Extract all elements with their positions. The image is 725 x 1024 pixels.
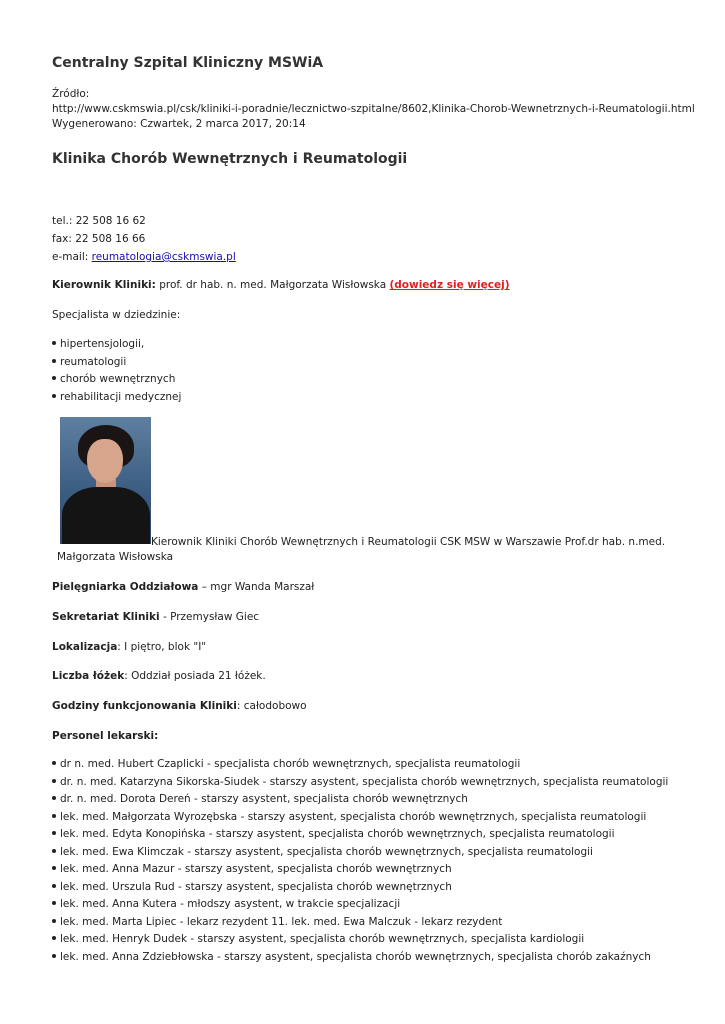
bullet-icon bbox=[52, 884, 56, 888]
specialty-list bbox=[52, 336, 181, 406]
list-item: lek. med. Marta Lipiec - lekarz rezydent 11. lek. med. Ewa Malczuk - lekarz rezydent bbox=[52, 914, 668, 932]
contact-block bbox=[52, 212, 236, 266]
bed-count: Liczba łóżek: Oddział posiada 21 łóżek. bbox=[52, 670, 266, 682]
email-link[interactable]: reumatologia@cskmswia.pl bbox=[91, 251, 236, 263]
list-item: lek. med. Anna Kutera - młodszy asystent, w trakcie specjalizacji bbox=[52, 896, 668, 914]
list-item: lek. med. Małgorzata Wyrozębska - starszy asystent, specjalista chorób wewnętrznych, specjalista reumatologii bbox=[52, 809, 668, 827]
list-item: lek. med. Anna Mazur - starszy asystent, specjalista chorób wewnętrznych bbox=[52, 861, 668, 879]
bullet-icon bbox=[52, 761, 56, 765]
bullet-icon bbox=[52, 394, 56, 398]
fax-number: fax: 22 508 16 66 bbox=[52, 233, 146, 245]
list-item: lek. med. Edyta Konopińska - starszy asystent, specjalista chorób wewnętrznych, specjalista reumatologii bbox=[52, 826, 668, 844]
photo-caption-name: Małgorzata Wisłowska bbox=[57, 551, 174, 563]
bullet-icon bbox=[52, 796, 56, 800]
list-item: rehabilitacji medycznej bbox=[52, 389, 181, 407]
list-item: dr n. med. Hubert Czaplicki - specjalista chorób wewnętrznych, specjalista reumatologii bbox=[52, 756, 668, 774]
page-heading: Klinika Chorób Wewnętrznych i Reumatologii bbox=[52, 151, 408, 167]
secretariat: Sekretariat Kliniki - Przemysław Giec bbox=[52, 611, 260, 623]
staff-heading: Personel lekarski: bbox=[52, 730, 159, 742]
bullet-icon bbox=[52, 901, 56, 905]
more-info-link[interactable]: (dowiedz się więcej) bbox=[389, 279, 510, 291]
site-title: Centralny Szpital Kliniczny MSWiA bbox=[52, 55, 324, 71]
generated-date: Wygenerowano: Czwartek, 2 marca 2017, 20:14 bbox=[52, 118, 306, 130]
list-item: reumatologii bbox=[52, 354, 181, 372]
opening-hours: Godziny funkcjonowania Kliniki: całodobowo bbox=[52, 700, 307, 712]
email-line bbox=[52, 248, 236, 266]
head-portrait-photo bbox=[60, 417, 151, 544]
bullet-icon bbox=[52, 849, 56, 853]
head-of-clinic bbox=[52, 279, 510, 291]
head-label: Kierownik Kliniki: bbox=[52, 279, 156, 291]
source-block bbox=[52, 87, 695, 132]
head-name: prof. dr hab. n. med. Małgorzata Wisłowska bbox=[155, 279, 390, 291]
bullet-icon bbox=[52, 936, 56, 940]
email-label: e-mail: bbox=[52, 251, 92, 263]
bullet-icon bbox=[52, 831, 56, 835]
photo-caption: Kierownik Kliniki Chorób Wewnętrznych i Reumatologii CSK MSW w Warszawie Prof.dr hab. n.med. bbox=[151, 536, 666, 548]
bullet-icon bbox=[52, 779, 56, 783]
phone-number: tel.: 22 508 16 62 bbox=[52, 215, 146, 227]
staff-list bbox=[52, 756, 668, 966]
bullet-icon bbox=[52, 866, 56, 870]
list-item: lek. med. Urszula Rud - starszy asystent, specjalista chorób wewnętrznych bbox=[52, 879, 668, 897]
list-item: lek. med. Anna Zdziebłowska - starszy asystent, specjalista chorób wewnętrznych, specjalista chorób zakaźnych bbox=[52, 949, 668, 967]
bullet-icon bbox=[52, 376, 56, 380]
head-nurse: Pielęgniarka Oddziałowa – mgr Wanda Marszał bbox=[52, 581, 315, 593]
bullet-icon bbox=[52, 341, 56, 345]
location: Lokalizacja: I piętro, blok "I" bbox=[52, 641, 207, 653]
list-item: lek. med. Ewa Klimczak - starszy asystent, specjalista chorób wewnętrznych, specjalista reumatologii bbox=[52, 844, 668, 862]
bullet-icon bbox=[52, 359, 56, 363]
specialist-intro: Specjalista w dziedzinie: bbox=[52, 309, 181, 321]
list-item: hipertensjologii, bbox=[52, 336, 181, 354]
source-url: http://www.cskmswia.pl/csk/kliniki-i-poradnie/lecznictwo-szpitalne/8602,Klinika-Chorob-Wewnetrznych-i-Reumatologii.html bbox=[52, 103, 695, 115]
list-item: chorób wewnętrznych bbox=[52, 371, 181, 389]
source-label: Źródło: bbox=[52, 88, 90, 100]
list-item: dr. n. med. Dorota Dereń - starszy asystent, specjalista chorób wewnętrznych bbox=[52, 791, 668, 809]
list-item: lek. med. Henryk Dudek - starszy asystent, specjalista chorób wewnętrznych, specjalista kardiologii bbox=[52, 931, 668, 949]
bullet-icon bbox=[52, 954, 56, 958]
list-item: dr. n. med. Katarzyna Sikorska-Siudek - starszy asystent, specjalista chorób wewnętrznych, specjalista reumatologii bbox=[52, 774, 668, 792]
bullet-icon bbox=[52, 814, 56, 818]
bullet-icon bbox=[52, 919, 56, 923]
